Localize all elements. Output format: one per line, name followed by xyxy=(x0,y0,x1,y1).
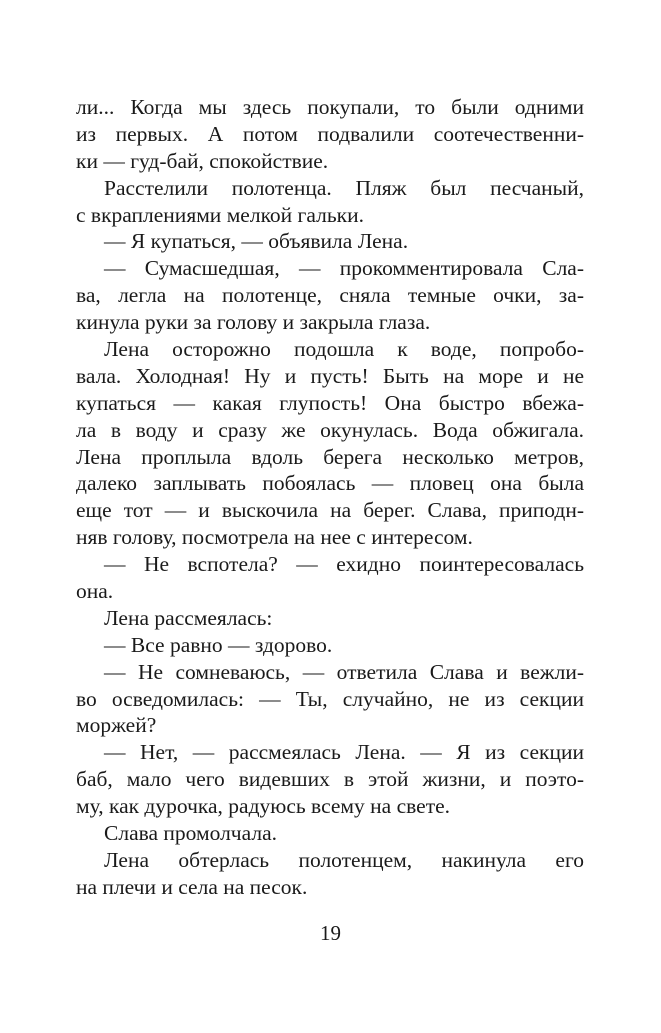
text-line: Расстелили полотенца. Пляж был песчаный, xyxy=(104,175,584,200)
text-line: му, как дурочка, радуюсь всему на свете. xyxy=(76,794,451,819)
page-body xyxy=(76,94,584,901)
text-line: — Сумасшедшая, — прокомментировала Сла- xyxy=(104,256,584,281)
text-line: во осведомилась: — Ты, случайно, не из секции xyxy=(76,686,584,711)
text-line: ли... Когда мы здесь покупали, то были одними xyxy=(76,95,584,119)
text-line: Лена осторожно подошла к воде, попробо- xyxy=(104,337,584,362)
text-line: — Я купаться, — объявила Лена. xyxy=(104,229,409,254)
text-line: Лена проплыла вдоль берега несколько метров, xyxy=(76,444,584,469)
text-line: ки — гуд-бай, спокойствие. xyxy=(76,148,329,173)
text-line: кинула руки за голову и закрыла глаза. xyxy=(76,310,431,335)
text-line: вала. Холодная! Ну и пусть! Быть на море и не xyxy=(76,363,584,388)
text-line: баб, мало чего видевших в этой жизни, и поэто- xyxy=(76,767,584,792)
text-line: моржей? xyxy=(76,713,157,738)
text-line: с вкраплениями мелкой гальки. xyxy=(76,202,364,227)
text-line: — Не вспотела? — ехидно поинтересовалась xyxy=(104,552,584,577)
text-line: Лена обтерлась полотенцем, накинула его xyxy=(104,847,584,872)
text-line: купаться — какая глупость! Она быстро вбежа- xyxy=(76,390,584,415)
text-line: далеко заплывать побоялась — пловец она была xyxy=(76,471,584,496)
text-line: — Все равно — здорово. xyxy=(104,632,333,657)
text-line: Лена рассмеялась: xyxy=(104,605,273,630)
text-line: еще тот — и выскочила на берег. Слава, приподн- xyxy=(76,498,584,523)
text-line: ва, легла на полотенце, сняла темные очки, за- xyxy=(76,283,584,308)
page-number: 19 xyxy=(320,921,341,945)
text-line: няв голову, посмотрела на нее с интересом. xyxy=(76,525,473,550)
text-line: — Не сомневаюсь, — ответила Слава и вежли- xyxy=(104,659,584,684)
text-line: ла в воду и сразу же окунулась. Вода обжигала. xyxy=(76,417,584,442)
text-line: на плечи и села на песок. xyxy=(76,874,308,899)
text-line: Слава промолчала. xyxy=(104,821,277,846)
text-line: из первых. А потом подвалили соотечественни- xyxy=(76,121,584,146)
text-line: она. xyxy=(76,579,114,604)
text-line: — Нет, — рассмеялась Лена. — Я из секции xyxy=(104,740,584,765)
